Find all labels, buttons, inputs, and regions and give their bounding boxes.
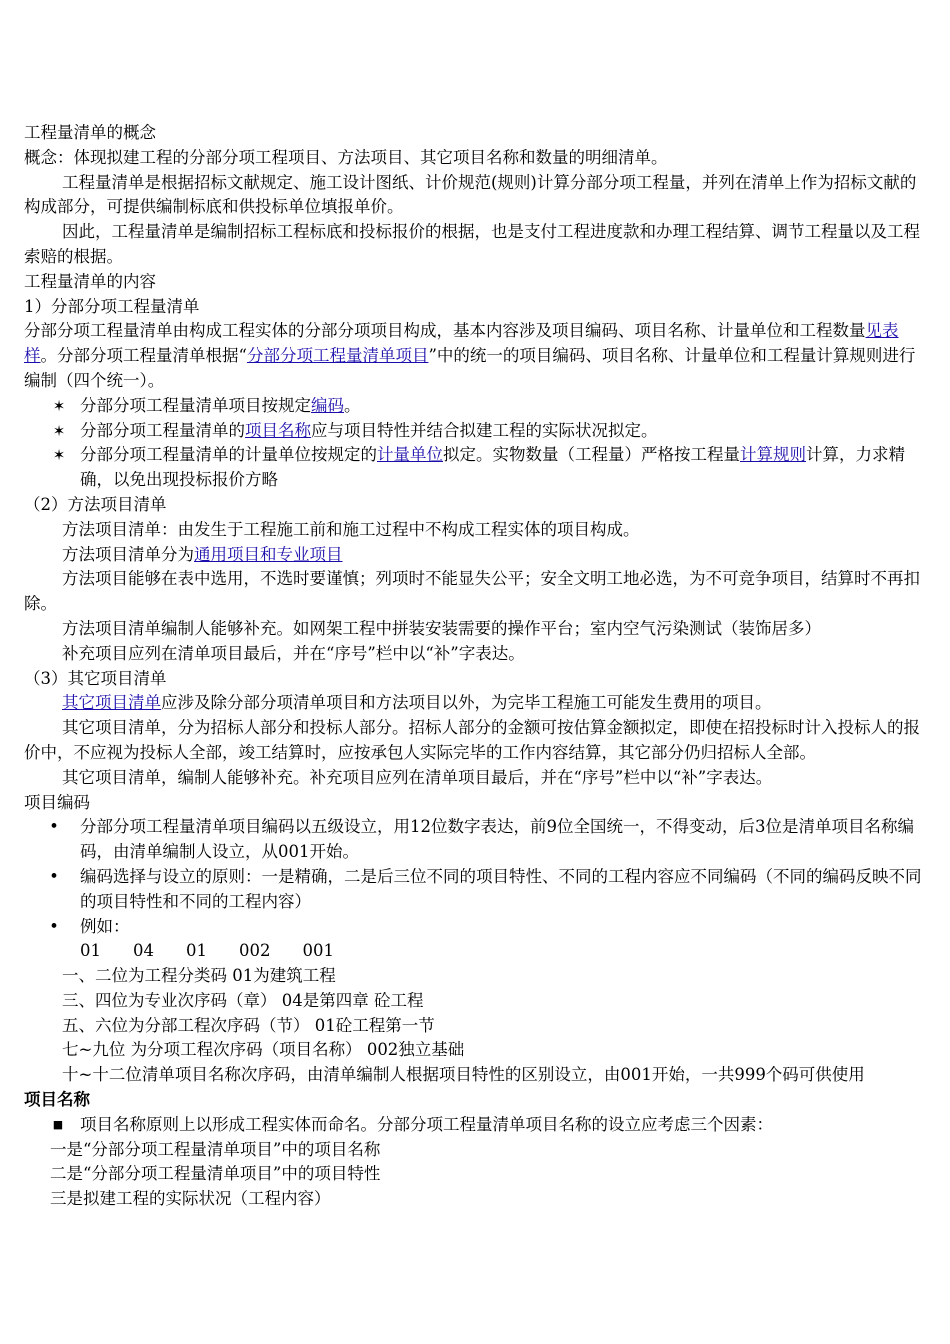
text-fragment: 分部分项工程量清单的	[80, 420, 245, 440]
name-heading: 项目名称	[24, 1090, 90, 1110]
text-fragment: 方法项目清单分为	[62, 544, 194, 564]
list-item-text	[80, 443, 928, 493]
code-heading: 项目编码	[24, 792, 90, 812]
example-code: 002	[239, 941, 271, 961]
subsection-3-paragraph-1	[24, 691, 928, 716]
calc-rules-link[interactable]: 计算规则	[740, 445, 806, 465]
star-list-item-1	[24, 394, 928, 419]
subsection-2-title: （2）方法项目清单	[24, 494, 167, 514]
concept-definition: 概念：体现拟建工程的分部分项工程项目、方法项目、其它项目名称和数量的明细清单。	[24, 147, 668, 167]
subsection-1-paragraph	[24, 319, 928, 393]
list-item-text	[80, 419, 928, 444]
subsection-2-paragraph-5: 补充项目应列在清单项目最后，并在“序号”栏中以“补”字表达。	[62, 643, 525, 663]
text-fragment: 应与项目特性并结合拟建工程的实际状况拟定。	[311, 420, 658, 440]
concept-paragraph-1: 工程量清单是根据招标文献规定、施工设计图纸、计价规范(规则)计算分部分项工程量，并列在清单上作为招标文献的构成部分，可提供编制标底和供投标单位填报单价。	[24, 172, 917, 217]
unit-link[interactable]: 计量单位	[377, 445, 443, 465]
dot-list-item-1	[24, 815, 928, 865]
example-code: 04	[133, 941, 154, 961]
text-fragment: 分部分项工程量清单由构成工程实体的分部分项项目构成，基本内容涉及项目编码、项目名称、计量单位和工程数量	[24, 321, 866, 341]
code-level-5: 十~十二位清单项目名称次序码，由清单编制人根据项目特性的区别设立，由001开始，一共999个码可供使用	[62, 1065, 865, 1085]
code-level-2: 三、四位为专业次序码（章） 04是第四章 砼工程	[62, 990, 424, 1010]
subsection-2-paragraph-2	[24, 543, 928, 568]
list-item-text: 项目名称原则上以形成工程实体而命名。分部分项工程量清单项目名称的设立应考虑三个因素：	[80, 1114, 773, 1134]
example-code: 01	[186, 941, 207, 961]
text-fragment: 分部分项工程量清单的计量单位按规定的	[80, 445, 377, 465]
other-items-link[interactable]: 其它项目清单	[62, 693, 161, 713]
star-list-item-2	[24, 419, 928, 444]
list-item-text	[80, 394, 928, 419]
item-name-link[interactable]: 项目名称	[245, 420, 311, 440]
subsection-3-title: （3）其它项目清单	[24, 668, 167, 688]
coding-link[interactable]: 编码	[311, 395, 344, 415]
example-code-row	[24, 939, 928, 964]
dot-list-item-2	[24, 865, 928, 915]
text-fragment: 分部分项工程量清单项目按规定	[80, 395, 311, 415]
text-fragment: 拟定。实物数量（工程量）严格按工程量	[443, 445, 740, 465]
text-fragment: 应涉及除分部分项清单项目和方法项目以外，为完毕工程施工可能发生费用的项目。	[161, 693, 772, 713]
name-factor-2: 二是“分部分项工程量清单项目”中的项目特性	[50, 1164, 381, 1184]
subsection-3-paragraph-3: 其它项目清单，编制人能够补充。补充项目应列在清单项目最后，并在“序号”栏中以“补”字表达。	[62, 767, 773, 787]
dot-bullet-icon: •	[49, 866, 59, 886]
text-fragment: 。	[344, 395, 361, 415]
dot-bullet-icon: •	[49, 916, 59, 936]
subsection-1-title: 1）分部分项工程量清单	[24, 296, 200, 316]
star-bullet-icon: ✶	[52, 446, 66, 465]
text-fragment: 。分部分项工程量清单根据“	[40, 346, 247, 366]
square-bullet-icon: ■	[52, 1117, 64, 1131]
dot-bullet-icon: •	[49, 817, 59, 837]
star-list-item-3	[24, 443, 928, 493]
document-page	[24, 121, 928, 1212]
general-professional-link[interactable]: 通用项目和专业项目	[194, 544, 343, 564]
subsection-2-paragraph-1: 方法项目清单：由发生于工程施工前和施工过程中不构成工程实体的项目构成。	[62, 519, 640, 539]
list-item-text: 例如：	[80, 916, 130, 936]
text-fragment: ”中的统一的项目编码、项目名称、计量单位和工程量计算规则进行编制（四个统一）。	[24, 346, 916, 390]
bill-items-link[interactable]: 分部分项工程量清单项目	[246, 346, 429, 366]
dot-list-item-3	[24, 915, 928, 940]
name-factor-3: 三是拟建工程的实际状况（工程内容）	[50, 1189, 331, 1209]
name-factor-1: 一是“分部分项工程量清单项目”中的项目名称	[50, 1139, 381, 1159]
star-bullet-icon: ✶	[52, 396, 66, 415]
subsection-3-paragraph-2: 其它项目清单，分为招标人部分和投标人部分。招标人部分的金额可按估算金额拟定，即使在招投标时计入投标人的报价中，不应视为投标人全部，竣工结算时，应按承包人实际完毕的工作内容结算，其它部分仍归招标人全部。	[24, 718, 920, 762]
concept-heading: 工程量清单的概念	[24, 123, 156, 142]
code-level-1: 一、二位为工程分类码 01为建筑工程	[62, 966, 336, 986]
concept-paragraph-2: 因此，工程量清单是编制招标工程标底和投标报价的根据，也是支付工程进度款和办理工程结算、调节工程量以及工程索赔的根据。	[24, 222, 920, 266]
text-fragment: 计算，力求精确，以免出现投标报价方略	[80, 445, 905, 490]
subsection-2-paragraph-4: 方法项目清单编制人能够补充。如网架工程中拼装安装需要的操作平台；室内空气污染测试（装饰居多）	[62, 618, 821, 638]
square-list-item-1	[24, 1113, 928, 1138]
star-bullet-icon: ✶	[52, 421, 66, 440]
list-item-text: 编码选择与设立的原则：一是精确，二是后三位不同的项目特性、不同的工程内容应不同编码（不同的编码反映不同的项目特性和不同的工程内容）	[80, 866, 922, 911]
example-code: 001	[302, 941, 334, 961]
content-heading: 工程量清单的内容	[24, 271, 156, 291]
example-code: 01	[80, 941, 101, 961]
code-level-3: 五、六位为分部工程次序码（节） 01砼工程第一节	[62, 1015, 435, 1035]
list-item-text: 分部分项工程量清单项目编码以五级设立，用12位数字表达，前9位全国统一，不得变动，后3位是清单项目名称编码，由清单编制人设立，从001开始。	[80, 817, 914, 862]
code-level-4: 七~九位 为分项工程次序码（项目名称） 002独立基础	[62, 1040, 465, 1060]
subsection-2-paragraph-3: 方法项目能够在表中选用，不选时要谨慎；列项时不能显失公平；安全文明工地必选，为不可竞争项目，结算时不再扣除。	[24, 569, 920, 614]
sample-table-link[interactable]: 见表样	[24, 321, 899, 366]
